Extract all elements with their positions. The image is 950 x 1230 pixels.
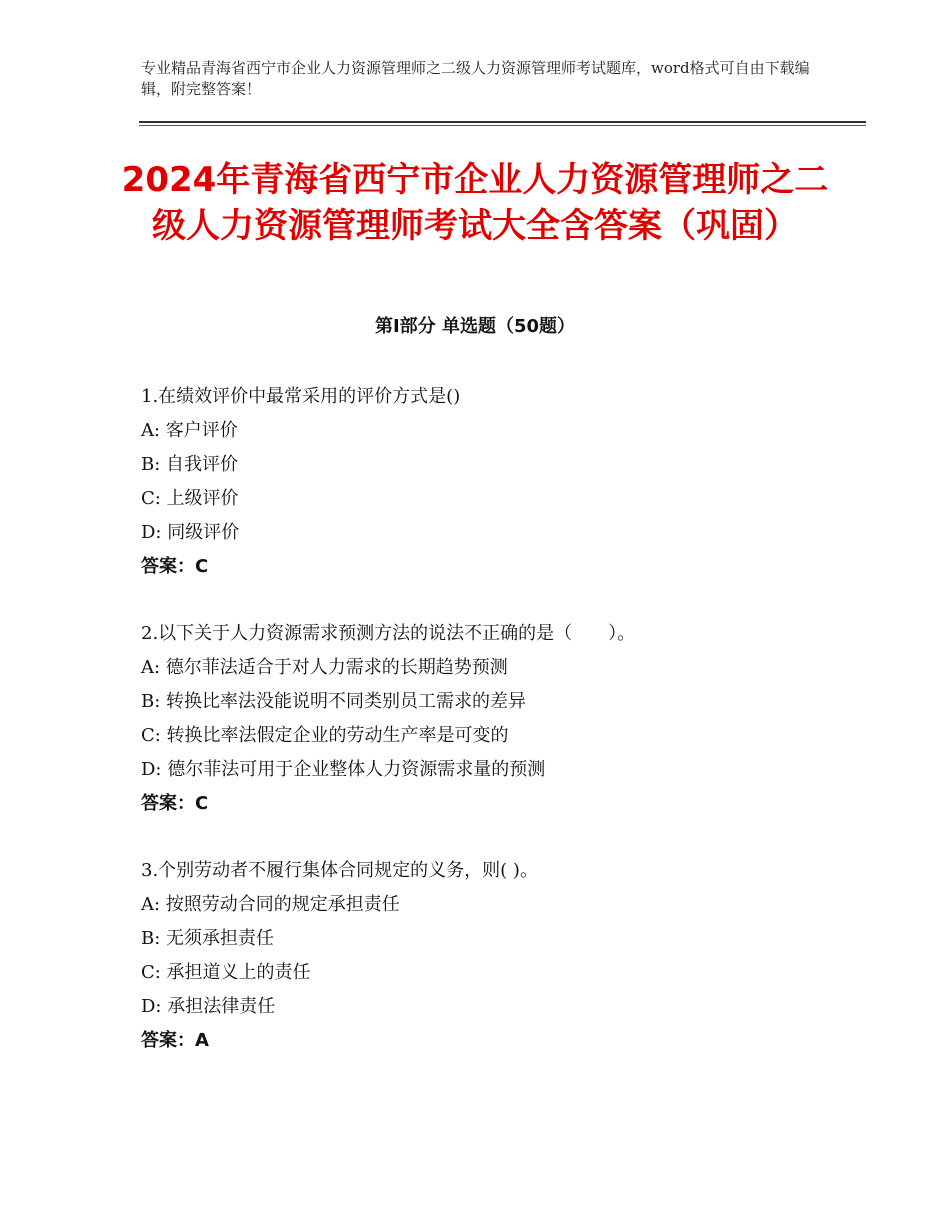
question-3 — [141, 854, 841, 1058]
option-c: C: 上级评价 — [141, 488, 239, 509]
question-stem: 1.在绩效评价中最常采用的评价方式是() — [141, 386, 461, 407]
question-1 — [141, 380, 841, 584]
option-b: B: 转换比率法没能说明不同类别员工需求的差异 — [141, 691, 527, 712]
question-stem: 3.个别劳动者不履行集体合同规定的义务，则( )。 — [141, 860, 538, 881]
question-list — [141, 380, 841, 1091]
option-d: D: 同级评价 — [141, 522, 240, 543]
answer: 答案：A — [141, 1030, 209, 1051]
document-title: 2024年青海省西宁市企业人力资源管理师之二级人力资源管理师考试大全含答案（巩固） — [121, 160, 829, 246]
option-a: A: 德尔菲法适合于对人力需求的长期趋势预测 — [141, 657, 508, 678]
option-b: B: 无须承担责任 — [141, 928, 275, 949]
option-c: C: 承担道义上的责任 — [141, 962, 311, 983]
question-2 — [141, 617, 841, 821]
section-title: 第Ⅰ部分 单选题（50题） — [374, 316, 575, 337]
option-b: B: 自我评价 — [141, 454, 239, 475]
option-a: A: 客户评价 — [141, 420, 238, 441]
answer: 答案：C — [141, 556, 209, 577]
option-a: A: 按照劳动合同的规定承担责任 — [141, 894, 400, 915]
answer: 答案：C — [141, 793, 209, 814]
header-rule-thick — [139, 121, 866, 123]
header-rule-thin — [139, 125, 866, 126]
header-note: 专业精品青海省西宁市企业人力资源管理师之二级人力资源管理师考试题库，word格式可自由下载编辑，附完整答案！ — [141, 59, 810, 98]
option-d: D: 承担法律责任 — [141, 996, 276, 1017]
option-c: C: 转换比率法假定企业的劳动生产率是可变的 — [141, 725, 509, 746]
question-stem: 2.以下关于人力资源需求预测方法的说法不正确的是（ ）。 — [141, 623, 636, 644]
option-d: D: 德尔菲法可用于企业整体人力资源需求量的预测 — [141, 759, 546, 780]
